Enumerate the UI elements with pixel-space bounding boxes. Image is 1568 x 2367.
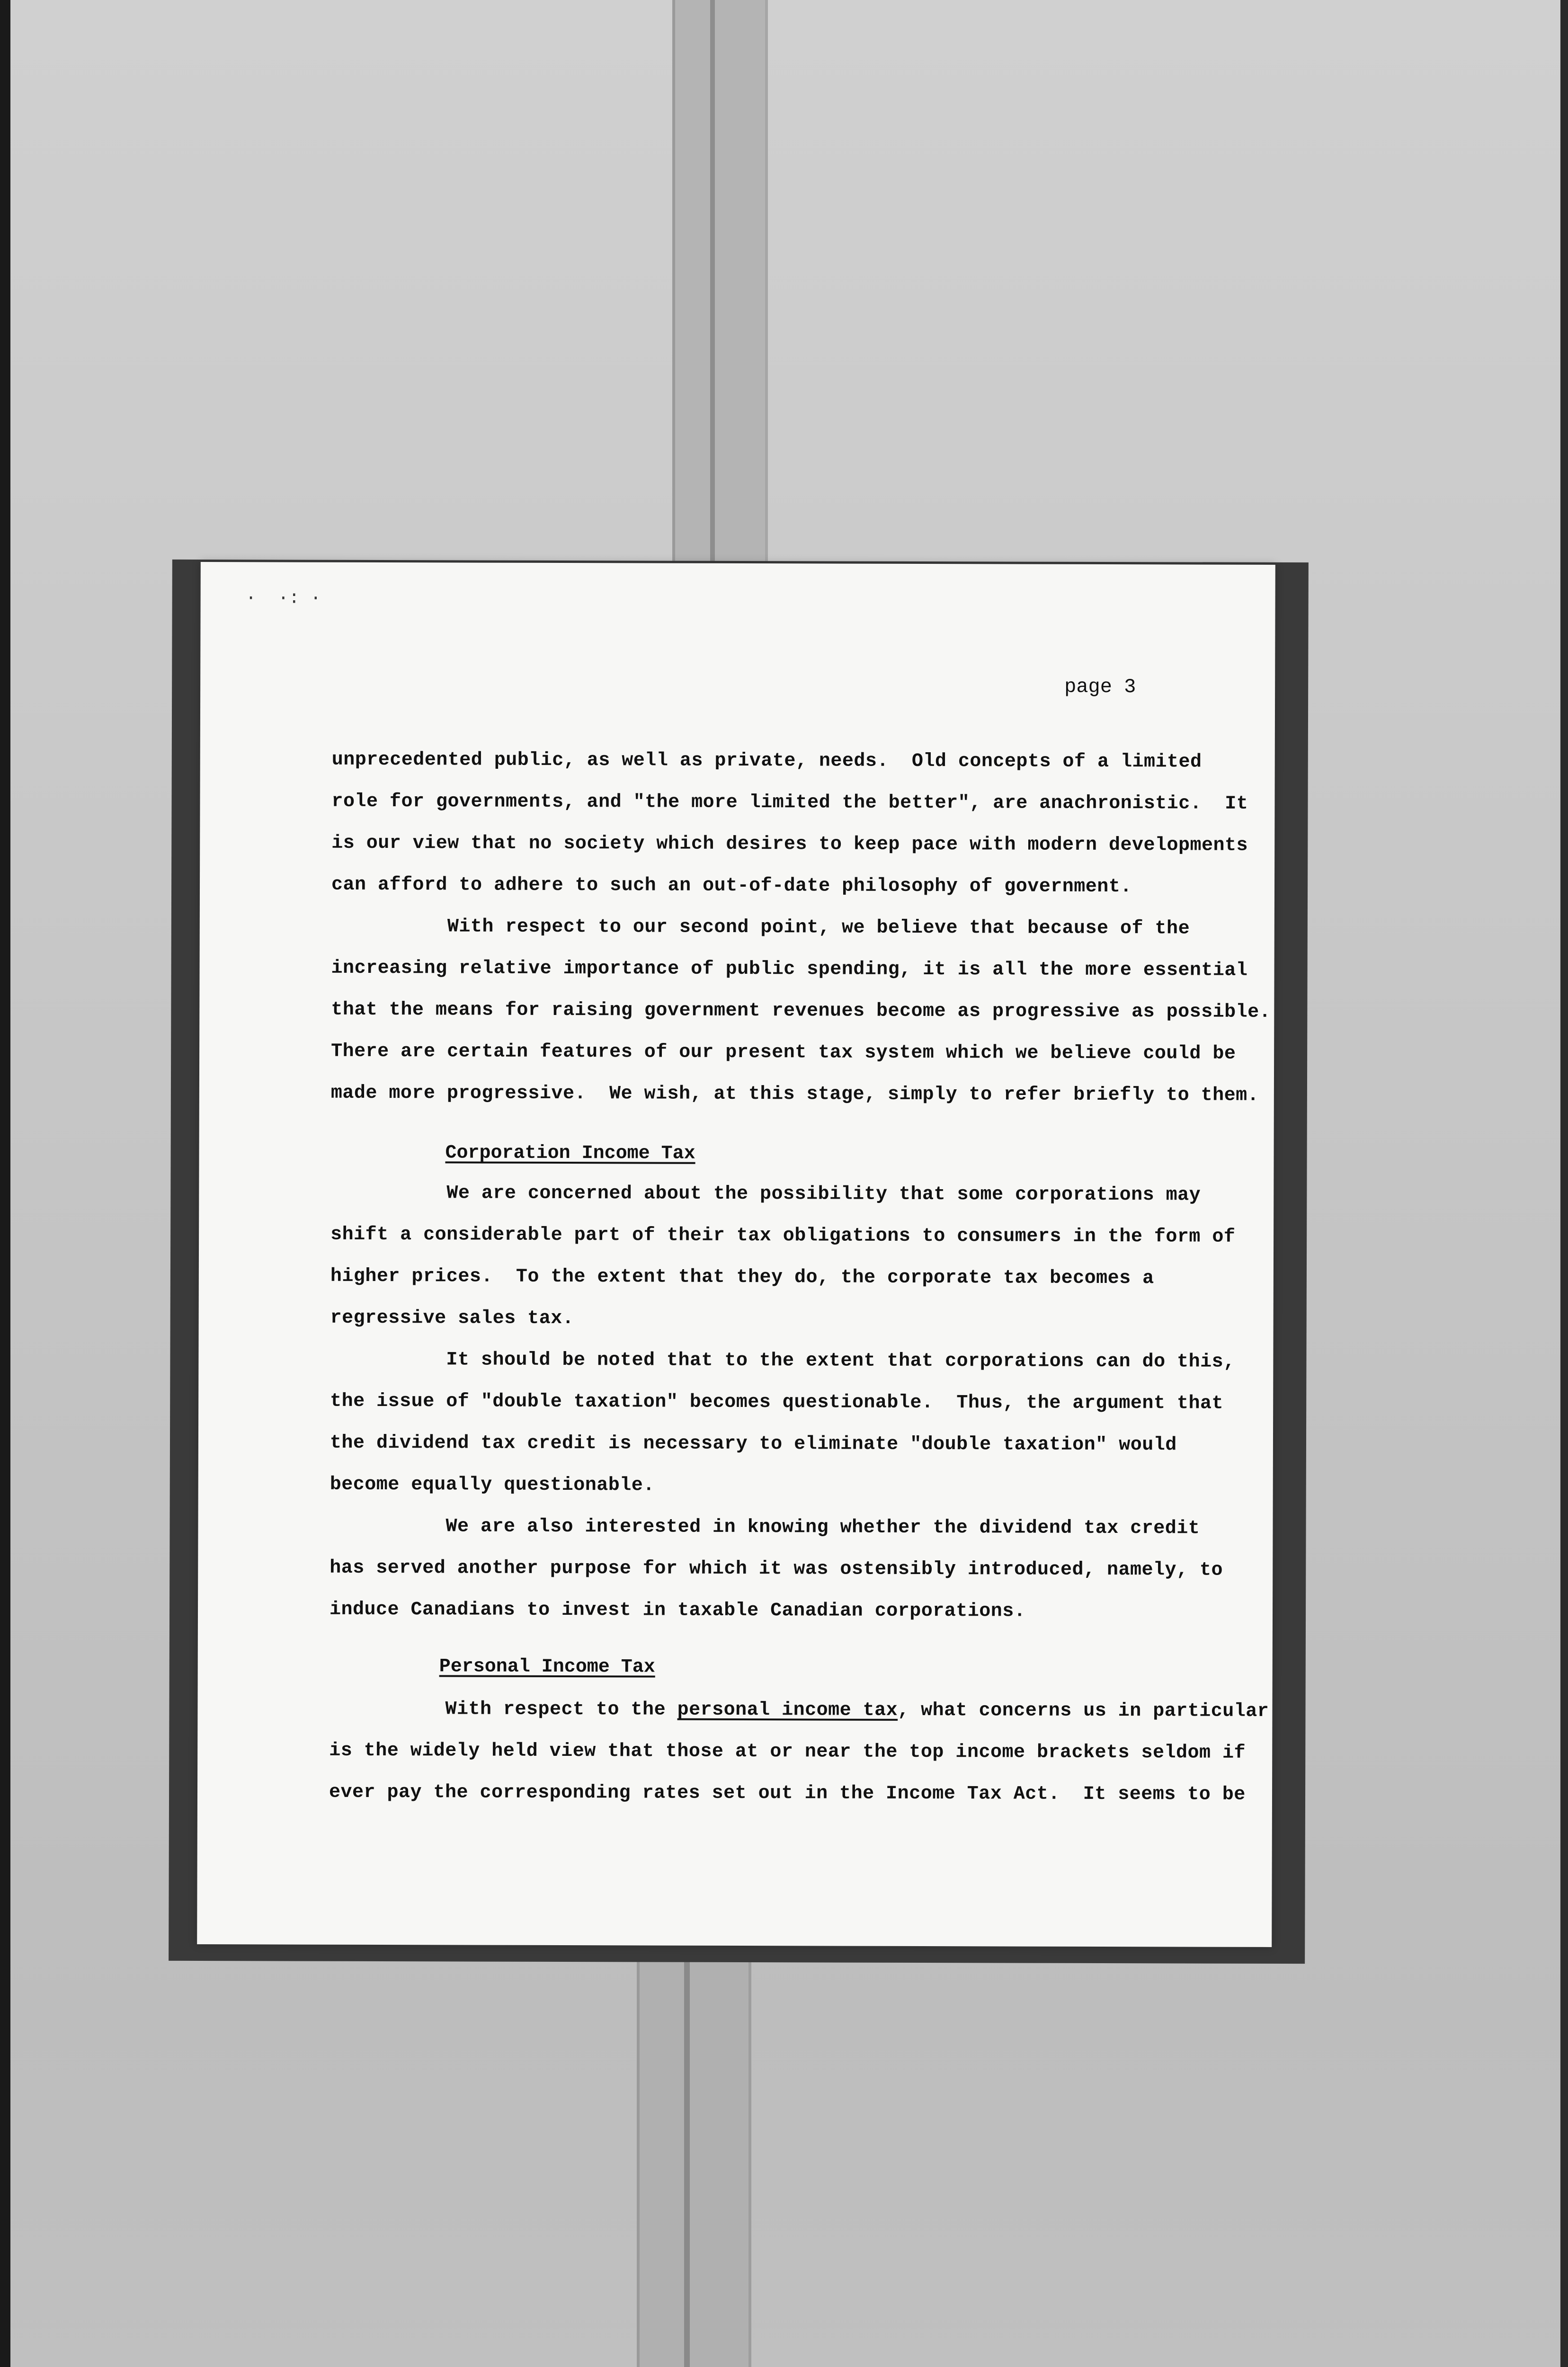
tape-strip-bottom bbox=[637, 1941, 751, 2367]
film-left-edge bbox=[0, 0, 10, 2367]
body-line: that the means for raising government revenues become as progressive as possible. bbox=[331, 999, 1271, 1023]
body-line: It should be noted that to the extent that corporations can do this, bbox=[330, 1349, 1235, 1373]
body-line: the issue of "double taxation" becomes questionable. Thus, the argument that bbox=[330, 1390, 1224, 1415]
body-line: higher prices. To the extent that they do, the corporate tax becomes a bbox=[330, 1265, 1154, 1290]
document-page bbox=[197, 562, 1275, 1947]
body-text: With respect to the bbox=[329, 1698, 677, 1721]
body-line: the dividend tax credit is necessary to eliminate "double taxation" would bbox=[330, 1432, 1177, 1456]
page-specks: · ·: · bbox=[245, 588, 321, 609]
heading-corporation-income-tax: Corporation Income Tax bbox=[445, 1142, 695, 1165]
body-line: ever pay the corresponding rates set out in the Income Tax Act. It seems to be bbox=[329, 1781, 1246, 1806]
body-line-mixed bbox=[329, 1699, 1269, 1722]
body-line: We are also interested in knowing whether the dividend tax credit bbox=[330, 1515, 1200, 1539]
body-line: induce Canadians to invest in taxable Canadian corporations. bbox=[329, 1599, 1026, 1622]
body-line: is the widely held view that those at or near the top income brackets seldom if bbox=[329, 1740, 1246, 1764]
body-line: made more progressive. We wish, at this stage, simply to refer briefly to them. bbox=[330, 1082, 1259, 1106]
body-line: We are concerned about the possibility that some corporations may bbox=[330, 1182, 1201, 1206]
page-number: page 3 bbox=[1064, 675, 1136, 699]
body-line: shift a considerable part of their tax obligations to consumers in the form of bbox=[330, 1224, 1236, 1248]
body-line: unprecedented public, as well as private, needs. Old concepts of a limited bbox=[331, 749, 1202, 773]
body-line: has served another purpose for which it was ostensibly introduced, namely, to bbox=[330, 1557, 1223, 1581]
body-line: With respect to our second point, we believe that because of the bbox=[331, 916, 1190, 940]
underlined-term: personal income tax bbox=[677, 1699, 898, 1721]
body-line: become equally questionable. bbox=[330, 1474, 655, 1496]
body-line: regressive sales tax. bbox=[330, 1307, 574, 1330]
film-right-edge bbox=[1560, 0, 1568, 2367]
tape-strip-top bbox=[672, 0, 768, 573]
tape-seam-top bbox=[710, 0, 715, 573]
body-line: can afford to adhere to such an out-of-date philosophy of government. bbox=[331, 874, 1132, 898]
body-line: is our view that no society which desires to keep pace with modern developments bbox=[331, 832, 1248, 856]
body-line: role for governments, and "the more limited the better", are anachronistic. It bbox=[331, 791, 1248, 815]
body-text: , what concerns us in particular bbox=[898, 1700, 1269, 1722]
heading-personal-income-tax: Personal Income Tax bbox=[439, 1656, 655, 1678]
body-line: There are certain features of our present tax system which we believe could be bbox=[331, 1041, 1236, 1065]
body-line: increasing relative importance of public spending, it is all the more essential bbox=[331, 957, 1248, 981]
tape-seam-bottom bbox=[684, 1941, 690, 2367]
